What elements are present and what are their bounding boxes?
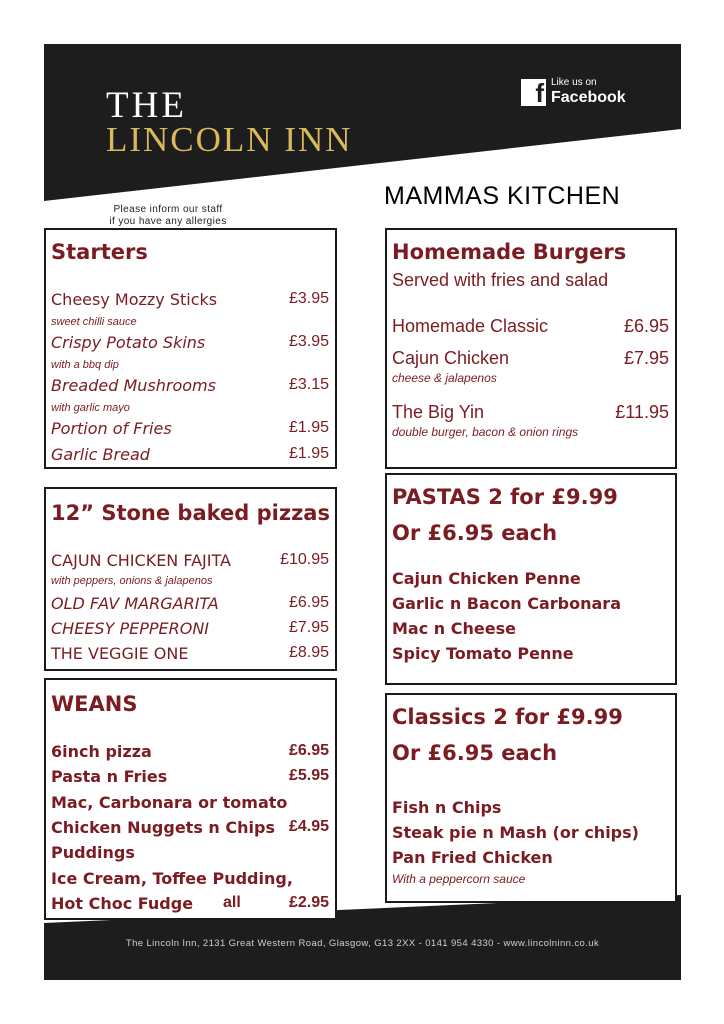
item-price: £4.95 (288, 818, 329, 835)
menu-item (51, 445, 329, 464)
facebook-like-text: Like us on (551, 77, 597, 88)
item-description: with garlic mayo (51, 402, 130, 414)
menu-item (392, 402, 669, 423)
menu-item (51, 594, 329, 613)
allergy-line-2: if you have any allergies (109, 216, 227, 227)
burgers-section (385, 228, 677, 469)
menu-item (392, 798, 669, 817)
item-name: Cajun Chicken (392, 348, 510, 368)
item-price: £11.95 (615, 402, 669, 422)
menu-item (51, 644, 329, 663)
classics-section (385, 693, 677, 903)
mammas-kitchen-title: MAMMAS KITCHEN (384, 182, 621, 210)
menu-item (51, 894, 329, 913)
menu-item (392, 823, 669, 842)
menu-item (392, 348, 669, 369)
item-name: Pan Fried Chicken (392, 848, 553, 867)
menu-item (51, 333, 329, 352)
item-name: Portion of Fries (51, 419, 172, 438)
menu-item (51, 551, 329, 570)
allergy-notice (88, 204, 248, 228)
pastas-title-line-1: PASTAS 2 for £9.99 (392, 485, 618, 509)
item-name: 6inch pizza (51, 742, 152, 761)
menu-item (392, 569, 669, 588)
item-name: Fish n Chips (392, 798, 502, 817)
item-name: Spicy Tomato Penne (392, 644, 574, 663)
classics-title-line-2: Or £6.95 each (392, 741, 558, 765)
pizzas-title: 12” Stone baked pizzas (51, 501, 330, 525)
item-name: Ice Cream, Toffee Pudding, (51, 869, 293, 888)
item-name: Garlic n Bacon Carbonara (392, 594, 621, 613)
menu-item (392, 644, 669, 663)
item-description: With a peppercorn sauce (392, 872, 526, 886)
pizzas-section (44, 487, 337, 671)
menu-item (392, 619, 669, 638)
facebook-icon: f (521, 79, 546, 106)
burgers-title: Homemade Burgers (392, 240, 627, 264)
menu-item (392, 316, 669, 337)
item-description: with a bbq dip (51, 359, 119, 371)
menu-item (51, 767, 329, 786)
item-name: Steak pie n Mash (or chips) (392, 823, 639, 842)
burgers-subtitle: Served with fries and salad (392, 270, 609, 290)
item-price: £8.95 (288, 644, 329, 661)
item-name: Crispy Potato Skins (51, 333, 206, 352)
item-price: £2.95 (288, 894, 329, 911)
item-name: Hot Choc Fudge (51, 894, 194, 913)
item-name: OLD FAV MARGARITA (51, 594, 219, 613)
item-extra: all (223, 894, 241, 911)
menu-item (51, 742, 329, 761)
menu-item (51, 376, 329, 395)
item-description: cheese & jalapenos (392, 371, 497, 385)
item-name: The Big Yin (392, 402, 485, 422)
item-price: £1.95 (288, 445, 329, 462)
item-name: Garlic Bread (51, 445, 150, 464)
menu-item (51, 290, 329, 309)
weans-title: WEANS (51, 692, 138, 716)
item-price: £3.95 (288, 333, 329, 350)
item-description: double burger, bacon & onion rings (392, 425, 579, 439)
item-name: Cajun Chicken Penne (392, 569, 581, 588)
classics-title-line-1: Classics 2 for £9.99 (392, 705, 623, 729)
item-name: CHEESY PEPPERONI (51, 619, 209, 638)
item-name: Puddings (51, 843, 135, 862)
item-price: £10.95 (280, 551, 329, 568)
item-price: £6.95 (288, 594, 329, 611)
item-name: Mac, Carbonara or tomato (51, 793, 288, 812)
item-name: CAJUN CHICKEN FAJITA (51, 551, 231, 570)
pastas-title-line-2: Or £6.95 each (392, 521, 558, 545)
menu-item (51, 619, 329, 638)
item-price: £6.95 (288, 742, 329, 759)
footer-address: The Lincoln Inn, 2131 Great Western Road, Glasgow, G13 2XX - 0141 954 4330 - www.lincolninn.co.uk (125, 938, 600, 949)
weans-section (44, 678, 337, 920)
item-price: £6.95 (623, 316, 669, 336)
item-price: £7.95 (288, 619, 329, 636)
item-description: sweet chilli sauce (51, 316, 137, 328)
menu-item (392, 848, 669, 867)
item-name: Chicken Nuggets n Chips (51, 818, 275, 837)
item-name: THE VEGGIE ONE (51, 644, 189, 663)
menu-item (51, 869, 329, 888)
item-price: £3.95 (288, 290, 329, 307)
starters-section (44, 228, 337, 469)
menu-item (51, 818, 329, 837)
menu-item (51, 843, 329, 862)
item-name: Homemade Classic (392, 316, 549, 336)
item-price: £3.15 (288, 376, 329, 393)
brand-line-lincoln-inn: LINCOLN INN (106, 120, 353, 159)
menu-item (51, 419, 329, 438)
item-name: Cheesy Mozzy Sticks (51, 290, 218, 309)
item-price: £1.95 (288, 419, 329, 436)
pastas-section (385, 473, 677, 685)
brand-line-the: THE (106, 85, 187, 126)
item-price: £5.95 (288, 767, 329, 784)
menu-item (51, 793, 329, 812)
starters-title: Starters (51, 240, 148, 264)
item-name: Pasta n Fries (51, 767, 168, 786)
item-description: with peppers, onions & jalapenos (51, 575, 213, 587)
allergy-line-1: Please inform our staff (113, 204, 223, 215)
facebook-badge[interactable] (521, 78, 626, 106)
facebook-label: Facebook (551, 89, 626, 106)
item-name: Mac n Cheese (392, 619, 516, 638)
item-price: £7.95 (623, 348, 669, 368)
item-name: Breaded Mushrooms (51, 376, 216, 395)
menu-item (392, 594, 669, 613)
